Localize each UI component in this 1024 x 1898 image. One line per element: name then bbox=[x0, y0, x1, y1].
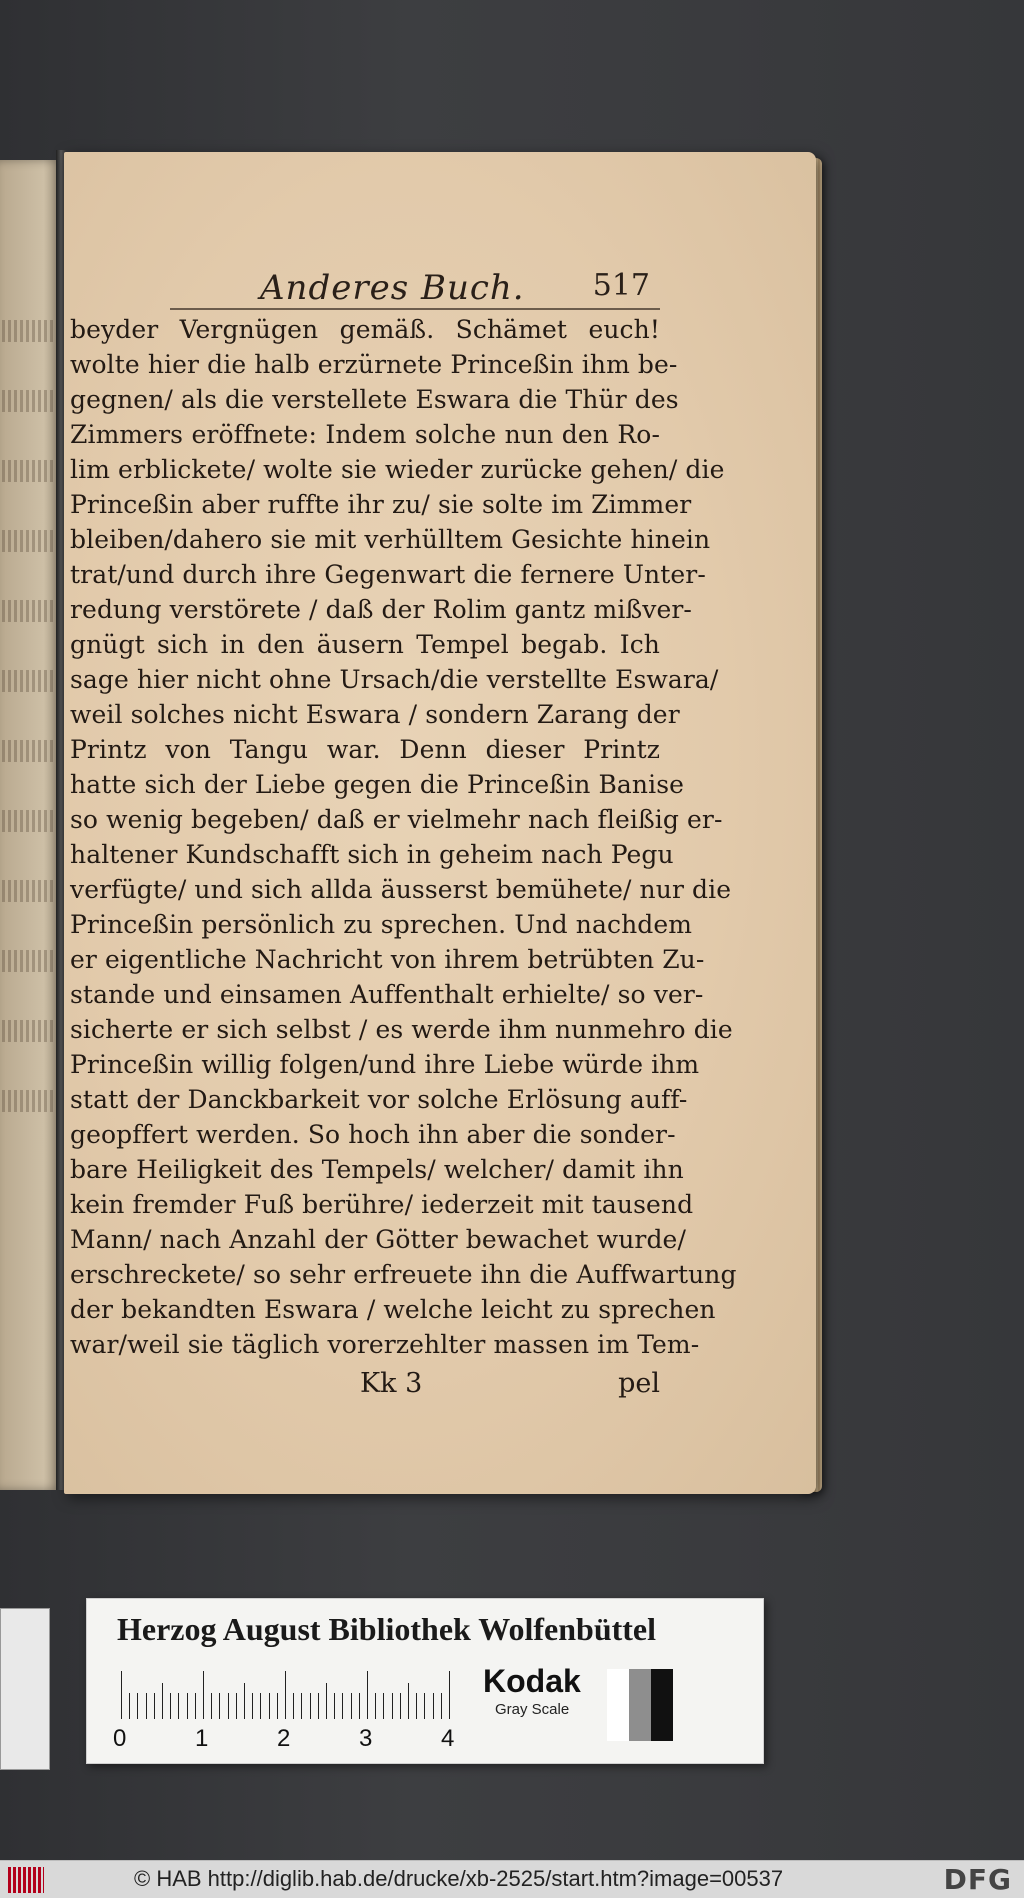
hab-logo-icon bbox=[8, 1867, 44, 1893]
ruler bbox=[113, 1669, 541, 1752]
scale-card bbox=[86, 1598, 764, 1764]
ruler-tick bbox=[277, 1693, 278, 1719]
ruler-tick bbox=[424, 1693, 425, 1719]
text-line: gegnen/ als die verstellete Eswara die Thür des bbox=[70, 385, 679, 414]
bleed-through-text bbox=[2, 810, 58, 832]
ruler-tick bbox=[334, 1693, 335, 1719]
ruler-label: 4 bbox=[441, 1725, 455, 1752]
ruler-tick bbox=[219, 1693, 220, 1719]
ruler-tick bbox=[269, 1693, 270, 1719]
kodak-logo: Kodak bbox=[483, 1663, 581, 1699]
text-line: bleiben/dahero sie mit verhülltem Gesichte hinein bbox=[70, 525, 711, 554]
catchword: pel bbox=[618, 1368, 660, 1399]
ruler-tick bbox=[318, 1693, 319, 1719]
ruler-tick bbox=[408, 1683, 409, 1719]
ruler-tick bbox=[195, 1693, 196, 1719]
ruler-tick bbox=[260, 1693, 261, 1719]
bleed-through-text bbox=[2, 460, 58, 482]
ruler-tick bbox=[228, 1693, 229, 1719]
footer-bar bbox=[0, 1860, 1024, 1898]
header-rule bbox=[170, 308, 660, 310]
bleed-through-text bbox=[2, 740, 58, 762]
ruler-tick bbox=[252, 1693, 253, 1719]
text-line: Zimmers eröffnete: Indem solche nun den Ro- bbox=[70, 420, 660, 449]
ruler-label: 1 bbox=[195, 1725, 209, 1752]
bleed-through-text bbox=[2, 880, 58, 902]
bleed-through-text bbox=[2, 390, 58, 412]
ruler-tick bbox=[129, 1693, 130, 1719]
signature-mark: Kk 3 bbox=[360, 1368, 423, 1399]
ruler-tick bbox=[367, 1671, 368, 1719]
ruler-tick bbox=[351, 1693, 352, 1719]
ruler-tick bbox=[162, 1683, 163, 1719]
ruler-tick bbox=[244, 1683, 245, 1719]
ruler-tick bbox=[178, 1693, 179, 1719]
ruler-tick bbox=[326, 1683, 327, 1719]
ruler-tick bbox=[211, 1693, 212, 1719]
text-line: statt der Danckbarkeit vor solche Erlösung auff- bbox=[70, 1085, 688, 1114]
ruler-tick bbox=[416, 1693, 417, 1719]
text-line: sage hier nicht ohne Ursach/die verstellte Eswara/ bbox=[70, 665, 719, 694]
ruler-tick bbox=[342, 1693, 343, 1719]
text-line: haltener Kundschafft sich in geheim nach Pegu bbox=[70, 840, 674, 869]
text-line: war/weil sie täglich vorerzehlter massen im Tem- bbox=[70, 1330, 700, 1359]
bleed-through-text bbox=[2, 600, 58, 622]
ruler-tick bbox=[203, 1671, 204, 1719]
ruler-tick bbox=[146, 1693, 147, 1719]
page-footer-marks bbox=[70, 1368, 660, 1404]
previous-page-edge bbox=[0, 160, 62, 1490]
bleed-through-text bbox=[2, 530, 58, 552]
text-line: er eigentliche Nachricht von ihrem betrübten Zu- bbox=[70, 945, 705, 974]
text-line: Printz von Tangu war. Denn dieser Printz bbox=[70, 735, 660, 764]
text-line: weil solches nicht Eswara / sondern Zarang der bbox=[70, 700, 680, 729]
text-line: bare Heiligkeit des Tempels/ welcher/ damit ihn bbox=[70, 1155, 684, 1184]
bleed-through-text bbox=[2, 950, 58, 972]
text-line: Mann/ nach Anzahl der Götter bewachet wurde/ bbox=[70, 1225, 686, 1254]
body-text bbox=[70, 312, 737, 1362]
ruler-tick bbox=[137, 1693, 138, 1719]
bleed-through-text bbox=[2, 1020, 58, 1042]
text-line: geopffert werden. So hoch ihn aber die sonder- bbox=[70, 1120, 676, 1149]
footer-text bbox=[134, 1866, 783, 1892]
text-line: hatte sich der Liebe gegen die Princeßin Banise bbox=[70, 770, 685, 799]
bleed-through-text bbox=[2, 320, 58, 342]
ruler-tick bbox=[392, 1693, 393, 1719]
ruler-tick bbox=[400, 1693, 401, 1719]
scale-card-fragment bbox=[0, 1608, 50, 1770]
ruler-tick bbox=[121, 1671, 122, 1719]
text-line: der bekandten Eswara / welche leicht zu sprechen bbox=[70, 1295, 716, 1324]
page-header bbox=[170, 268, 660, 308]
ruler-tick bbox=[433, 1693, 434, 1719]
page-number: 517 bbox=[592, 268, 650, 303]
text-line: erschreckete/ so sehr erfreuete ihn die Auffwartung bbox=[70, 1260, 737, 1289]
text-line: Princeßin willig folgen/und ihre Liebe würde ihm bbox=[70, 1050, 700, 1079]
ruler-label: 2 bbox=[277, 1725, 291, 1752]
ruler-tick bbox=[293, 1693, 294, 1719]
text-line: wolte hier die halb erzürnete Princeßin ihm be- bbox=[70, 350, 678, 379]
ruler-tick bbox=[441, 1693, 442, 1719]
text-line: redung verstörete / daß der Rolim gantz mißver- bbox=[70, 595, 692, 624]
ruler-tick bbox=[170, 1693, 171, 1719]
ruler-tick bbox=[383, 1693, 384, 1719]
ruler-tick bbox=[285, 1671, 286, 1719]
dfg-logo: DFG bbox=[943, 1863, 1012, 1896]
text-line: Princeßin aber ruffte ihr zu/ sie solte im Zimmer bbox=[70, 490, 692, 519]
text-line: Princeßin persönlich zu sprechen. Und nachdem bbox=[70, 910, 693, 939]
gray-swatch bbox=[607, 1669, 673, 1741]
ruler-tick bbox=[310, 1693, 311, 1719]
text-line: so wenig begeben/ daß er vielmehr nach fleißig er- bbox=[70, 805, 723, 834]
ruler-tick bbox=[375, 1693, 376, 1719]
library-name: Herzog August Bibliothek Wolfenbüttel bbox=[117, 1611, 657, 1647]
ruler-label: 3 bbox=[359, 1725, 373, 1752]
bleed-through-text bbox=[2, 670, 58, 692]
text-line: lim erblickete/ wolte sie wieder zurücke gehen/ die bbox=[70, 455, 725, 484]
ruler-tick bbox=[449, 1671, 450, 1719]
text-line: stande und einsamen Auffenthalt erhielte/ so ver- bbox=[70, 980, 704, 1009]
ruler-tick bbox=[301, 1693, 302, 1719]
ruler-label: 0 bbox=[113, 1725, 127, 1752]
ruler-tick bbox=[187, 1693, 188, 1719]
text-line: gnügt sich in den äusern Tempel begab. Ich bbox=[70, 630, 660, 659]
text-line: trat/und durch ihre Gegenwart die fernere Unter- bbox=[70, 560, 706, 589]
bleed-through-text bbox=[2, 1090, 58, 1112]
text-line: verfügte/ und sich allda äusserst bemühete/ nur die bbox=[70, 875, 732, 904]
ruler-tick bbox=[236, 1693, 237, 1719]
ruler-tick bbox=[359, 1693, 360, 1719]
gray-scale-label: Gray Scale bbox=[495, 1701, 570, 1718]
text-line: beyder Vergnügen gemäß. Schämet euch! bbox=[70, 315, 660, 344]
source-link[interactable]: © HAB http://diglib.hab.de/drucke/xb-2525/start.htm?image=00537 bbox=[134, 1866, 784, 1891]
ruler-tick bbox=[154, 1693, 155, 1719]
text-line: kein fremder Fuß berühre/ iederzeit mit tausend bbox=[70, 1190, 694, 1219]
running-title: Anderes Buch. bbox=[260, 268, 525, 308]
text-line: sicherte er sich selbst / es werde ihm nunmehro die bbox=[70, 1015, 733, 1044]
